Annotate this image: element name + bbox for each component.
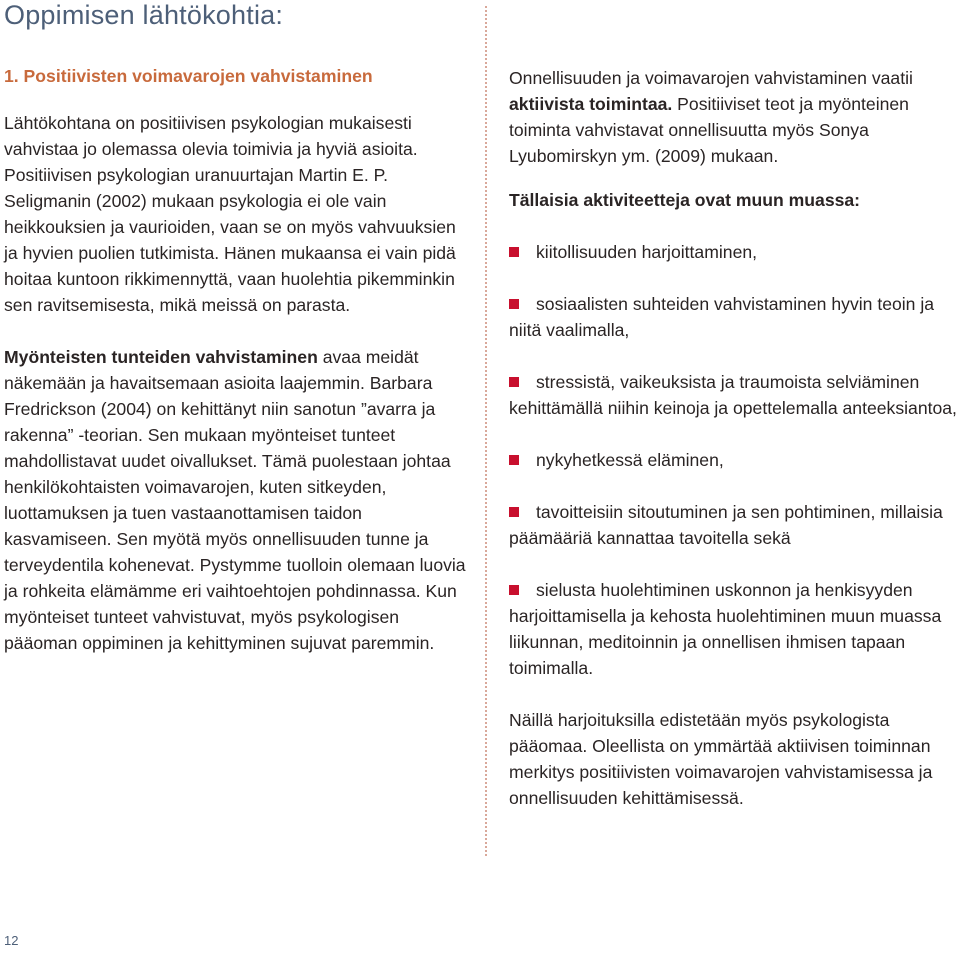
emotions-paragraph [4, 344, 466, 656]
intro-emphasis: aktiivista toimintaa. [509, 94, 673, 114]
bullet-icon [509, 299, 519, 309]
emotions-paragraph-text: avaa meidät näkemään ja havaitsemaan asioita laajemmin. Barbara Fredrickson (2004) on kehittänyt niin sanotun ”avarra ja rakenna” -teorian. Sen mukaan myönteiset tunteet mahdollistavat uudet oivallukset. Tämä puolestaan johtaa henkilökohtaisten voimavarojen, kuten sitkeyden, luottamuksen ja tuen vastaanottamisen taidon kasvamiseen. Sen myötä myös onnellisuuden tunne ja terveydentila kohenevat. Pystymme tuolloin olemaan luovia ja rohkeita elämämme eri vaihtoehtojen pohdinnassa. Kun myönteiset tunteet vahvistuvat, myös psykologisen pääoman oppiminen ja kehittyminen sujuvat paremmin. [4, 347, 466, 653]
list-item [509, 239, 960, 265]
list-item-text: sosiaalisten suhteiden vahvistaminen hyvin teoin ja niitä vaalimalla, [509, 294, 935, 340]
activities-lead: Tällaisia aktiviteetteja ovat muun muassa: [509, 190, 861, 210]
list-item-text: stressistä, vaikeuksista ja traumoista selviäminen kehittämällä niihin keinoja ja opettelemalla anteeksiantoa, [509, 372, 957, 418]
seligman-paragraph: Lähtökohtana on positiivisen psykologian mukaisesti vahvistaa jo olemassa olevia toimivia ja hyviä asioita. Positiivisen psykologian uranuurtajan Martin E. P. Seligmanin (2002) mukaan psykologia ei ole vain heikkouksien ja vaurioiden, vaan se on myös vahvuuksien ja hyvien puolien tutkimista. Hänen mukaansa ei vain pidä hoitaa kuntoon rikkimennyttä, vaan huolehtia pikemminkin sen ravitsemisesta, mikä meissä on parasta. [4, 113, 456, 315]
list-item [509, 291, 960, 343]
left-column [4, 63, 466, 656]
list-item [509, 499, 960, 551]
list-item [509, 369, 960, 421]
list-item [509, 577, 960, 681]
activities-list [509, 239, 960, 681]
bullet-icon [509, 455, 519, 465]
list-item-text: sielusta huolehtiminen uskonnon ja henkisyyden harjoittamisella ja kehosta huolehtiminen muun muassa liikunnan, meditoinnin ja onnellisen ihmisen tapaan toimimalla. [509, 580, 942, 678]
right-column [509, 65, 960, 811]
section-heading: 1. Positiivisten voimavarojen vahvistaminen [4, 66, 373, 86]
list-item [509, 447, 960, 473]
intro-text-start: Onnellisuuden ja voimavarojen vahvistaminen vaatii [509, 68, 913, 88]
list-item-text: nykyhetkessä eläminen, [536, 450, 724, 470]
list-item-text: kiitollisuuden harjoittaminen, [536, 242, 758, 262]
bullet-icon [509, 247, 519, 257]
emotions-emphasis: Myönteisten tunteiden vahvistaminen [4, 347, 318, 367]
list-item-text: tavoitteisiin sitoutuminen ja sen pohtiminen, millaisia päämääriä kannattaa tavoitella sekä [509, 502, 943, 548]
closing-paragraph: Näillä harjoituksilla edistetään myös psykologista pääomaa. Oleellista on ymmärtää aktiivisen toiminnan merkitys positiivisten voimavarojen vahvistamisessa ja onnellisuuden kehittämisessä. [509, 710, 933, 808]
column-divider [485, 6, 487, 856]
intro-text-end: Positiiviset teot ja myönteinen toiminta vahvistavat onnellisuutta myös Sonya Lyubomirskyn ym. (2009) mukaan. [509, 94, 909, 166]
bullet-icon [509, 585, 519, 595]
page-number: 12 [4, 933, 19, 948]
bullet-icon [509, 377, 519, 387]
bullet-icon [509, 507, 519, 517]
intro-paragraph [509, 65, 960, 169]
page-title: Oppimisen lähtökohtia: [4, 0, 284, 30]
